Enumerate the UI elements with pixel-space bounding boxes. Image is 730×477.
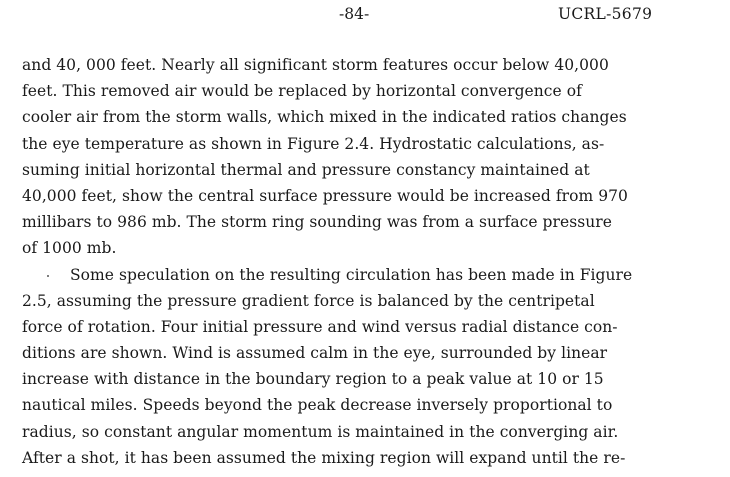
text-line: 40,000 feet, show the central surface pressure would be increased from 970 [22,186,628,205]
text-line: feet. This removed air would be replaced by horizontal convergence of [22,82,582,101]
page-header [0,3,730,25]
page-number: -84- [339,5,370,23]
text-line: After a shot, it has been assumed the mixing region will expand until the re- [22,448,626,467]
paragraph-2 [22,262,722,472]
text-line: and 40, 000 feet. Nearly all significant storm features occur below 40,000 [22,56,609,74]
text-line: millibars to 986 mb. The storm ring sounding was from a surface pressure [22,213,612,232]
text-line: 2.5, assuming the pressure gradient force is balanced by the centripetal [22,291,595,310]
text-line: increase with distance in the boundary region to a peak value at 10 or 15 [22,370,604,389]
text-line: nautical miles. Speeds beyond the peak decrease inversely proportional to [22,396,613,415]
text-line: the eye temperature as shown in Figure 2.4. Hydrostatic calculations, as- [22,134,605,153]
body-text [22,52,722,471]
text-line: of 1000 mb. [22,239,117,258]
scan-speck [47,275,49,277]
text-line: radius, so constant angular momentum is maintained in the converging air. [22,422,619,441]
text-line: cooler air from the storm walls, which mixed in the indicated ratios changes [22,108,627,127]
text-line: suming initial horizontal thermal and pressure constancy maintained at [22,160,590,179]
text-line: force of rotation. Four initial pressure and wind versus radial distance con- [22,317,618,336]
text-line: Some speculation on the resulting circulation has been made in Figure [70,265,633,284]
text-line: ditions are shown. Wind is assumed calm in the eye, surrounded by linear [22,344,608,363]
report-id: UCRL-5679 [558,5,653,23]
paragraph-1 [22,52,722,262]
